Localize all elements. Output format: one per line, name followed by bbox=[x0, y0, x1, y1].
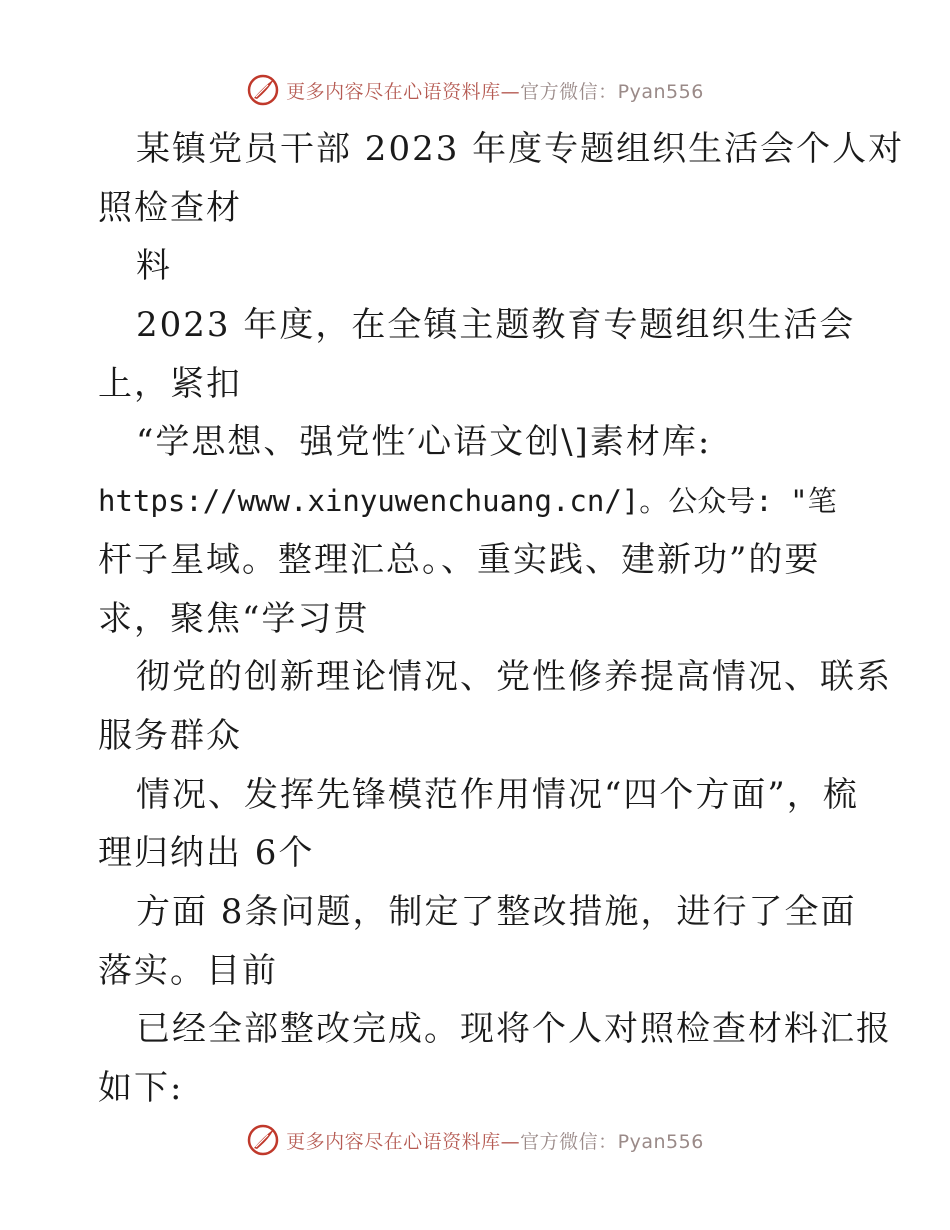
paragraph-line: 求，聚焦“学习贯 bbox=[98, 598, 370, 639]
title-line-1: 某镇党员干部 2023 年度专题组织生活会个人对 bbox=[136, 129, 905, 169]
paragraph-line: 杆子星域。整理汇总。、重实践、建新功”的要 bbox=[98, 539, 821, 580]
footer-banner-text: 更多内容尽在心语资料库—官方微信：Pyan556 bbox=[286, 1130, 704, 1153]
title-line-2: 照检查材 bbox=[98, 187, 242, 228]
paragraph-line: 如下: bbox=[98, 1068, 184, 1108]
paragraph-line: 上，紧扣 bbox=[98, 363, 242, 404]
header-banner-text: 更多内容尽在心语资料库—官方微信：Pyan556 bbox=[286, 80, 704, 103]
paragraph-line: “学思想、强党性′心语文创\]素材库: bbox=[136, 422, 712, 463]
paragraph-line: 理归纳出 6个 bbox=[98, 833, 315, 874]
title-line-3: 料 bbox=[136, 246, 172, 287]
header-watermark-banner bbox=[0, 70, 950, 110]
paragraph-line: 服务群众 bbox=[98, 715, 242, 756]
paragraph-line: 已经全部整改完成。现将个人对照检查材料汇报 bbox=[136, 1009, 892, 1050]
paragraph-line: 落实。目前 bbox=[98, 950, 278, 991]
document-body bbox=[98, 120, 905, 1118]
url-line: https://www.xinyuwenchuang.cn/]。公众号: "笔 bbox=[98, 484, 837, 519]
paragraph-line: 彻党的创新理论情况、党性修养提高情况、联系 bbox=[136, 657, 892, 698]
quill-logo-icon bbox=[246, 73, 280, 107]
paragraph-line: 方面 8条问题，制定了整改措施，进行了全面 bbox=[136, 891, 857, 932]
footer-watermark-banner bbox=[0, 1120, 950, 1160]
quill-logo-icon bbox=[246, 1123, 280, 1157]
paragraph-line: 2023 年度，在全镇主题教育专题组织生活会 bbox=[136, 305, 856, 346]
paragraph-line: 情况、发挥先锋模范作用情况“四个方面”，梳 bbox=[136, 774, 859, 815]
